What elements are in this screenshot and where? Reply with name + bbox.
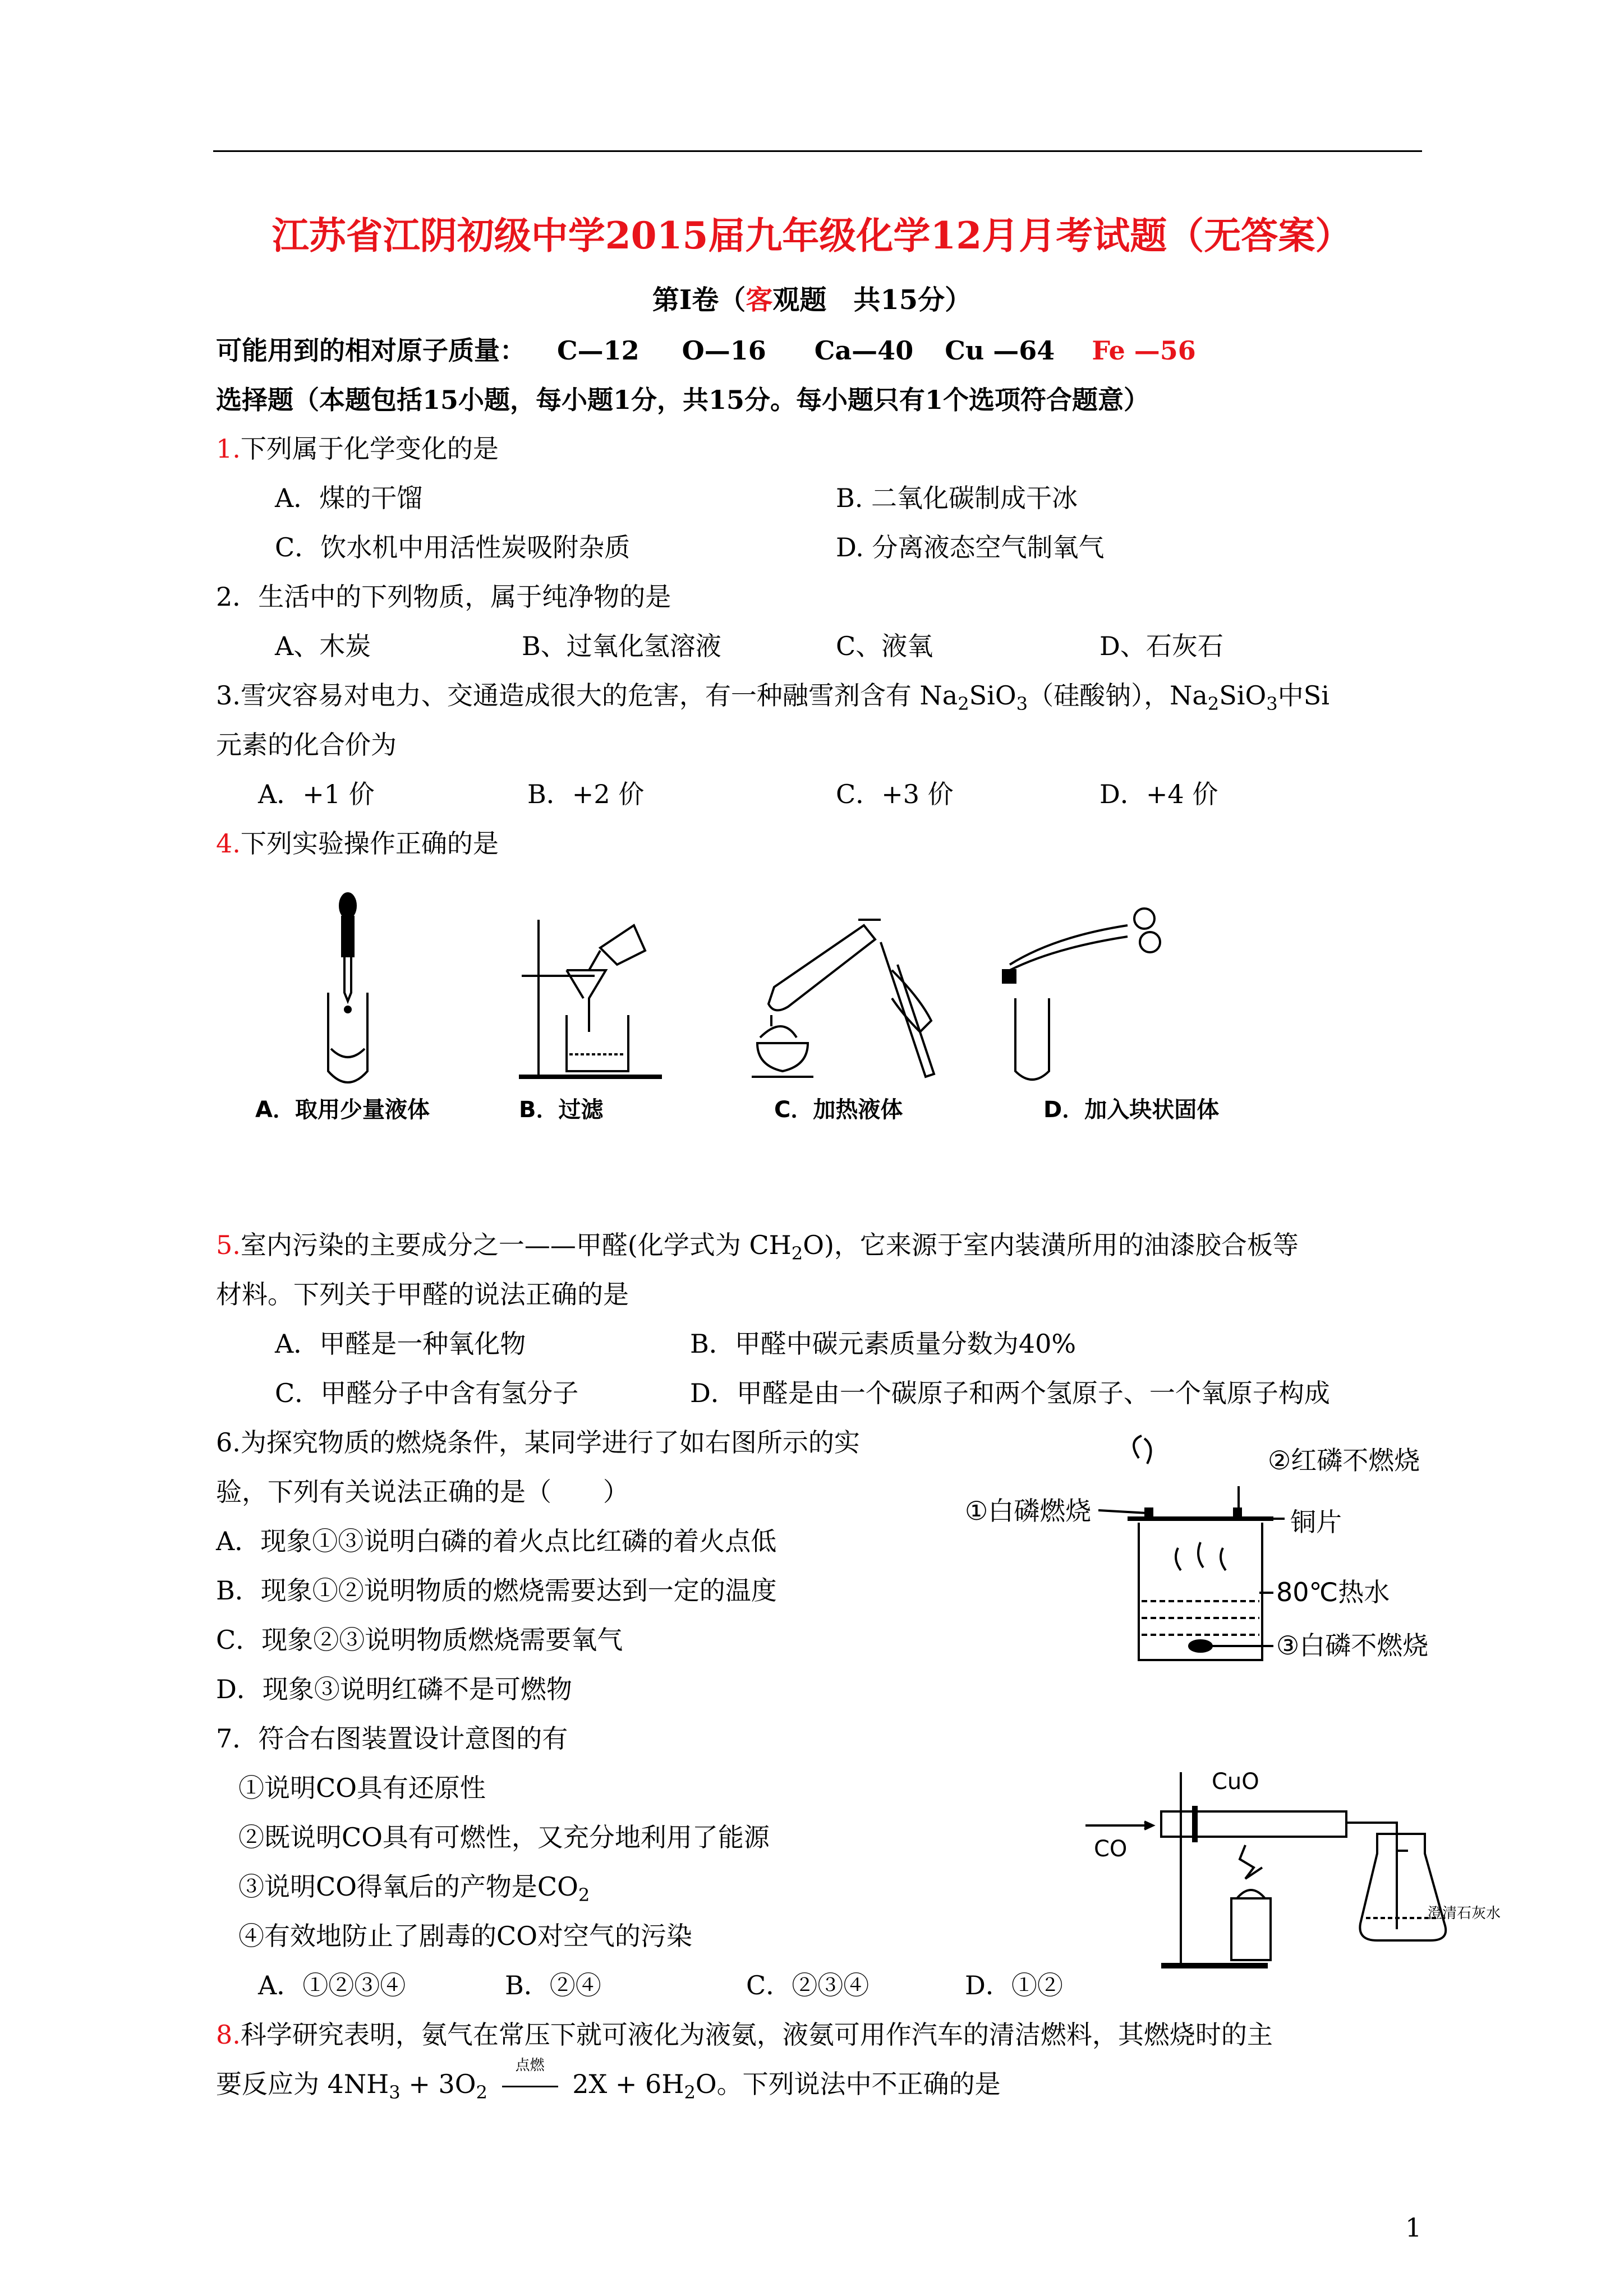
question-3-line2: 元素的化合价为	[216, 730, 397, 760]
q7-label-cuo: CuO	[1212, 1769, 1259, 1795]
question-6: 6.为探究物质的燃烧条件，某同学进行了如右图所示的实	[216, 1427, 860, 1458]
q4-figure-label-d: D．加入块状固体	[1043, 1097, 1220, 1123]
question-8-equation: 要反应为 $4NH_3 + 3O_2$ 点燃 $2X + 6H_2O$。下列说法中不正确的是	[216, 2057, 1001, 2104]
q3-option-a: A．+1 价	[258, 779, 375, 809]
q4-figure-label-c: C．加热液体	[774, 1097, 903, 1123]
q1-option-b: B. 二氧化碳制成干冰	[836, 483, 1078, 513]
instructions: 选择题（本题包括15小题，每小题1分，共15分。每小题只有1个选项符合题意）	[216, 385, 1150, 415]
q5-option-d: D．甲醛是由一个碳原子和两个氢原子、一个氧原子构成	[690, 1378, 1330, 1408]
q6-label-hot-water: 80℃热水	[1276, 1577, 1390, 1607]
atomic-masses: 可能用到的相对原子质量： C—12 O—16 Ca—40 Cu —64 Fe —56	[216, 335, 1196, 366]
dropper-test-tube-icon	[328, 893, 367, 1082]
q4-experiment-figure	[236, 886, 1290, 1144]
q7-option-d: D．①②	[965, 1970, 1063, 2000]
tongs-test-tube-icon	[1003, 909, 1160, 1080]
beaker-copper-plate-icon	[1098, 1436, 1285, 1660]
q2-option-a: A、木炭	[275, 631, 371, 661]
q1-option-a: A．煤的干馏	[275, 483, 423, 513]
q2-option-c: C、液氧	[836, 631, 933, 661]
q3-option-c: C．+3 价	[836, 779, 954, 809]
q2-option-d: D、石灰石	[1099, 631, 1223, 661]
question-1: 1.下列属于化学变化的是	[216, 434, 499, 464]
q7-statement-4: ④有效地防止了剧毒的CO对空气的污染	[238, 1921, 692, 1951]
q7-co-reduction-figure	[1083, 1755, 1501, 1980]
q7-option-b: B．②④	[505, 1970, 601, 2000]
q6-option-b: B．现象①②说明物质的燃烧需要达到一定的温度	[216, 1575, 777, 1606]
q7-option-c: C．②③④	[746, 1970, 869, 2000]
q7-statement-3: ③说明CO得氧后的产物是$CO_2$	[238, 1871, 590, 1906]
q4-figure-label-b: B．过滤	[519, 1097, 604, 1123]
q5-option-a: A．甲醛是一种氧化物	[275, 1329, 526, 1359]
question-2: 2．生活中的下列物质，属于纯净物的是	[216, 582, 671, 612]
question-5: 5.室内污染的主要成分之一——甲醛(化学式为 $CH_2O$)，它来源于室内装潢所用的油漆胶合板等	[216, 1230, 1299, 1265]
q1-option-d: D. 分离液态空气制氧气	[836, 532, 1105, 563]
q6-option-d: D．现象③说明红磷不是可燃物	[216, 1674, 572, 1704]
question-8: 8.科学研究表明，氨气在常压下就可液化为液氨，液氨可用作汽车的清洁燃料，其燃烧时的主	[216, 2020, 1273, 2050]
q7-option-a: A．①②③④	[258, 1970, 406, 2000]
q2-option-b: B、过氧化氢溶液	[522, 631, 721, 661]
q7-label-limewater: 澄清石灰水	[1428, 1905, 1501, 1922]
q7-statement-2: ②既说明CO具有可燃性，又充分地利用了能源	[238, 1822, 770, 1852]
co-reduction-apparatus-icon	[1085, 1772, 1446, 1966]
page-title: 江苏省江阴初级中学2015届九年级化学12月月考试题（无答案）	[272, 214, 1352, 257]
q7-statement-1: ①说明CO具有还原性	[238, 1773, 486, 1803]
header-rule	[213, 150, 1422, 152]
page-number: 1	[1405, 2212, 1422, 2243]
q6-label-red-phosphorus: ②红磷不燃烧	[1268, 1445, 1420, 1476]
q6-label-white-phosphorus-water: ③白磷不燃烧	[1276, 1630, 1429, 1661]
q4-figure-label-a: A．取用少量液体	[255, 1097, 430, 1123]
q6-option-c: C．现象②③说明物质燃烧需要氧气	[216, 1625, 623, 1655]
q1-option-c: C．饮水机中用活性炭吸附杂质	[275, 532, 631, 563]
filtration-apparatus-icon	[519, 920, 662, 1077]
question-7: 7．符合右图装置设计意图的有	[216, 1723, 568, 1754]
question-4: 4.下列实验操作正确的是	[216, 828, 499, 859]
q6-label-white-phosphorus-burn: ①白磷燃烧	[965, 1496, 1092, 1526]
reaction-arrow: 点燃	[499, 2067, 561, 2101]
q5-option-c: C．甲醛分子中含有氢分子	[275, 1378, 579, 1408]
q6-option-a: A．现象①③说明白磷的着火点比红磷的着火点低	[216, 1526, 777, 1556]
q7-label-co: CO	[1094, 1836, 1128, 1862]
section-heading: 第Ⅰ卷（客观题 共15分）	[652, 284, 972, 316]
q6-combustion-figure	[954, 1436, 1459, 1682]
question-3: 3.雪灾容易对电力、交通造成很大的危害，有一种融雪剂含有 $Na_2SiO_3$（硅酸钠），$Na_2SiO_3$中Si	[216, 680, 1329, 715]
heating-test-tube-icon	[752, 920, 934, 1077]
q3-option-d: D．+4 价	[1099, 779, 1218, 809]
question-6-line2: 验，下列有关说法正确的是（ ）	[216, 1477, 629, 1507]
q6-label-copper: 铜片	[1290, 1507, 1342, 1537]
question-5-line2: 材料。下列关于甲醛的说法正确的是	[216, 1279, 629, 1310]
q5-option-b: B．甲醛中碳元素质量分数为40%	[690, 1329, 1076, 1359]
q3-option-b: B．+2 价	[527, 779, 645, 809]
